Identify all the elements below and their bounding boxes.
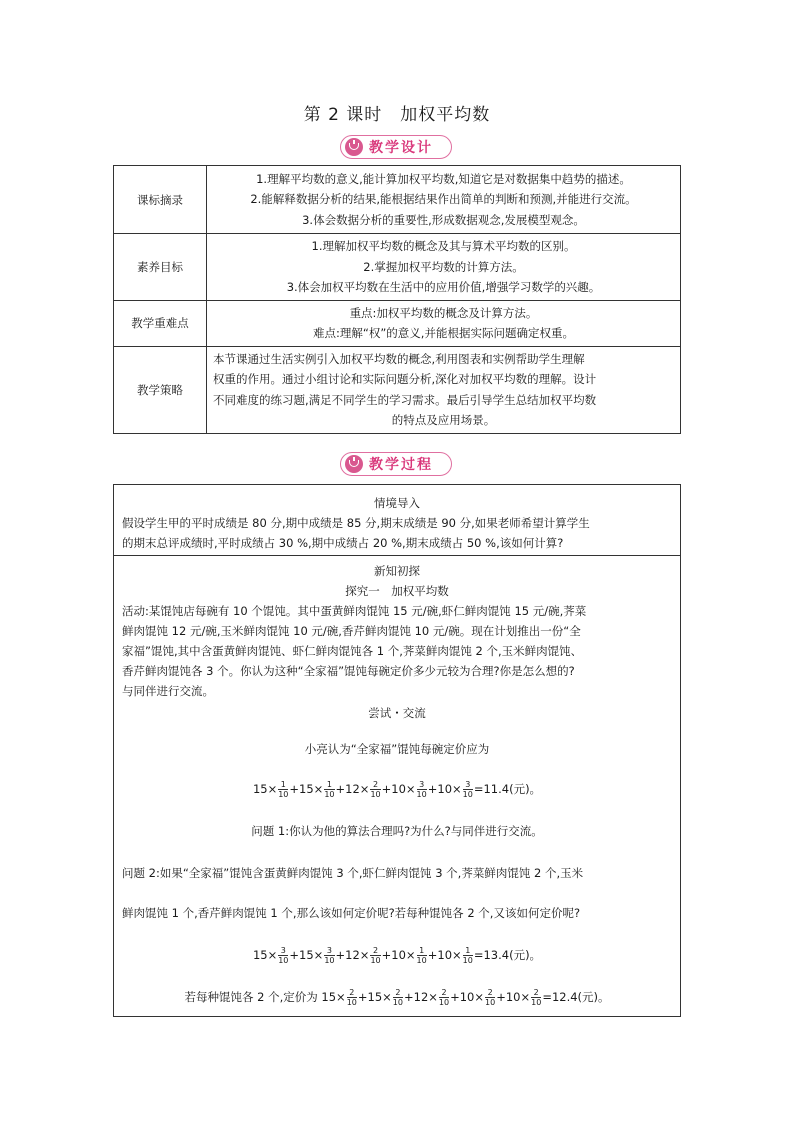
formula-coef: 15× [299,782,324,796]
plus-sign: + [381,948,392,962]
content-line: 重点:加权平均数的概念及计算方法。 [349,305,538,320]
content-line: 2.能解释数据分析的结果,能根据结果作出简单的判断和预测,并能进行交流。 [250,192,637,207]
denominator: 10 [438,998,450,1007]
formula-coef: 15× [299,948,324,962]
numerator: 2 [393,988,403,998]
content-line: 不同难度的练习题,满足不同学生的学习需求。最后引导学生总结加权平均数 [213,392,597,407]
page-title: 第 2 课时 加权平均数 [303,105,491,125]
formula-coef: 10× [437,948,462,962]
formula-coef: 15× [252,782,278,796]
content-line: 权重的作用。通过小组讨论和实际问题分析,深化对加权平均数的理解。设计 [213,372,597,386]
section-badge-design [340,135,452,159]
activity-line: 香芹鲜肉馄饨各 3 个。你认为这种“全家福”馄饨每碗定价多少元较为合理?你是怎么想的? [122,664,575,678]
plus-sign: + [335,948,346,962]
formula-result: =12.4(元)。 [542,990,610,1004]
formula-coef: 15× [367,990,392,1004]
process-box [113,484,681,1017]
activity-line: 鲜肉馄饨 12 元/碗,玉米鲜肉馄饨 10 元/碗,香芹鲜肉馄饨 10 元/碗。现在计划推出一份“全 [122,624,581,638]
row-label: 素养目标 [114,234,207,301]
content-line: 1.理解平均数的意义,能计算加权平均数,知道它是对数据集中趋势的描述。 [256,171,631,186]
denominator: 10 [531,998,542,1007]
numerator: 2 [370,780,380,790]
plus-sign: + [335,782,346,796]
intro-line: 的期末总评成绩时,平时成绩占 30 %,期中成绩占 20 %,期末成绩占 50 %,该如何计算? [122,536,564,550]
question-1: 问题 1:你认为他的算法合理吗?为什么?与同伴进行交流。 [251,824,543,838]
bowl-icon [345,138,363,156]
fraction [463,946,473,965]
denominator: 10 [278,790,289,799]
denominator: 10 [462,956,473,965]
content-line: 难点:理解“权”的意义,并能根据实际问题确定权重。 [313,326,574,340]
new-heading: 新知初探 [374,564,420,578]
formula-coef: 12× [413,990,438,1004]
fraction [417,946,427,965]
formula-coef: 15× [252,948,278,962]
denominator: 10 [416,956,427,965]
section-badge-process [340,452,452,476]
denominator: 10 [370,956,381,965]
denominator: 10 [324,790,335,799]
denominator: 10 [485,998,496,1007]
row-content [207,166,681,234]
numerator: 3 [417,780,427,790]
numerator: 3 [463,780,473,790]
formula-result: =13.4(元)。 [473,948,542,962]
formula-coef: 10× [459,990,485,1004]
intro-heading: 情境导入 [374,496,420,510]
fraction [393,988,403,1007]
activity-line: 家福”馄饨,其中含蛋黄鲜肉馄饨、虾仁鲜肉馄饨各 1 个,荠菜鲜肉馄饨 2 个,玉米鲜肉馄饨、 [122,644,583,658]
denominator: 10 [462,790,473,799]
design-table [113,165,681,434]
fraction [531,988,541,1007]
plus-sign: + [381,782,392,796]
numerator: 2 [485,988,495,998]
fraction [417,780,427,799]
formula-coef: 10× [505,990,531,1004]
numerator: 2 [347,988,357,998]
divider [114,555,680,556]
denominator: 10 [370,790,381,799]
question-2-line: 鲜肉馄饨 1 个,香芹鲜肉馄饨 1 个,那么该如何定价呢?若每种馄饨各 2 个,又该如何定价呢? [122,906,581,920]
table-row [114,234,681,301]
fraction [278,780,288,799]
section-label: 教学设计 [369,140,433,156]
plus-sign: + [427,782,438,796]
plus-sign: + [403,990,414,1004]
content-line: 1.理解加权平均数的概念及其与算术平均数的区别。 [311,239,576,253]
activity-line: 活动:某馄饨店每碗有 10 个馄饨。其中蛋黄鲜肉馄饨 15 元/碗,虾仁鲜肉馄饨 15 元/碗,荠菜 [122,604,587,618]
plus-sign: + [357,990,368,1004]
denominator: 10 [324,956,335,965]
numerator: 1 [278,780,288,790]
formula-result: =11.4(元)。 [473,782,542,796]
bowl-icon [345,455,363,473]
formula-coef: 10× [437,782,462,796]
formula-3 [122,987,672,1007]
plus-sign: + [289,782,300,796]
xiaoliang-line: 小亮认为“全家福”馄饨每碗定价应为 [304,742,490,756]
fraction [278,946,288,965]
numerator: 1 [324,780,334,790]
row-content [207,300,681,346]
formula-1 [122,779,672,799]
content-line: 本节课通过生活实例引入加权平均数的概念,利用图表和实例帮助学生理解 [213,351,585,366]
formula-2 [122,945,672,965]
numerator: 1 [417,946,427,956]
row-content [207,346,681,433]
content-line: 的特点及应用场景。 [391,413,496,427]
numerator: 2 [531,988,541,998]
plus-sign: + [427,948,438,962]
content-line: 3.体会数据分析的重要性,形成数据观念,发展模型观念。 [302,212,585,227]
section-label: 教学过程 [369,457,433,473]
content-line: 3.体会加权平均数在生活中的应用价值,增强学习数学的兴趣。 [286,280,601,294]
try-heading: 尝试・交流 [368,706,426,720]
numerator: 3 [278,946,288,956]
question-2-line: 问题 2:如果“全家福”馄饨含蛋黄鲜肉馄饨 3 个,虾仁鲜肉馄饨 3 个,荠菜鲜肉馄饨 2 个,玉米 [122,866,584,880]
fraction [370,780,380,799]
table-row [114,300,681,346]
table-row [114,346,681,433]
fraction [324,780,334,799]
row-content [207,234,681,301]
fraction [347,988,357,1007]
row-label: 教学策略 [114,346,207,433]
fraction [485,988,495,1007]
formula-coef: 10× [391,948,416,962]
plus-sign: + [450,990,460,1004]
fraction [463,780,473,799]
table-row [114,166,681,234]
formula-coef: 15× [321,990,346,1004]
formula-3-prefix: 若每种馄饨各 2 个,定价为 [184,990,318,1004]
formula-coef: 12× [345,782,370,796]
plus-sign: + [289,948,300,962]
row-label: 教学重难点 [114,300,207,346]
numerator: 2 [370,946,380,956]
formula-coef: 12× [345,948,370,962]
denominator: 10 [278,956,289,965]
formula-coef: 10× [391,782,416,796]
denominator: 10 [392,998,403,1007]
row-label: 课标摘录 [114,166,207,234]
activity-line: 与同伴进行交流。 [122,684,214,698]
numerator: 2 [439,988,449,998]
explore-heading: 探究一 加权平均数 [345,584,449,598]
numerator: 3 [324,946,334,956]
denominator: 10 [346,998,357,1007]
content-line: 2.掌握加权平均数的计算方法。 [363,259,524,274]
denominator: 10 [416,790,427,799]
fraction [439,988,449,1007]
plus-sign: + [496,990,506,1004]
intro-line: 假设学生甲的平时成绩是 80 分,期中成绩是 85 分,期末成绩是 90 分,如果老师希望计算学生 [122,516,590,530]
fraction [370,946,380,965]
numerator: 1 [463,946,473,956]
fraction [324,946,334,965]
formula-3-body [321,988,610,1007]
